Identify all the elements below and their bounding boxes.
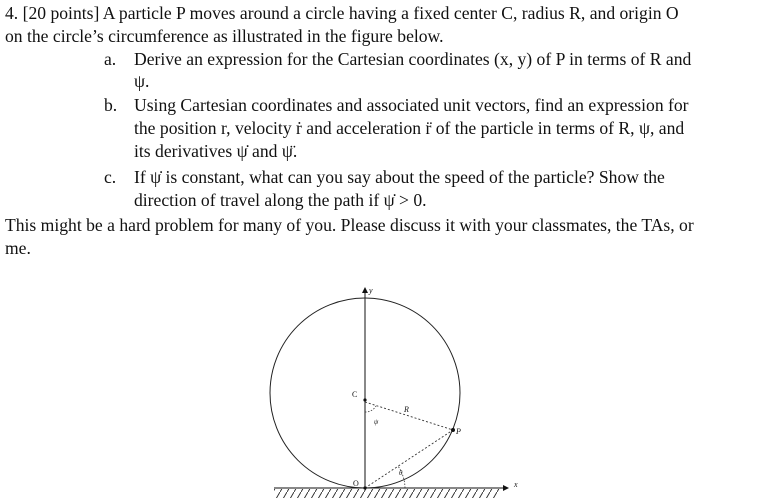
origin-point <box>363 486 366 489</box>
y-axis-label: y <box>369 286 373 295</box>
chord-line <box>365 430 453 488</box>
point-label: P <box>456 427 461 436</box>
part-b-line-1: Using Cartesian coordinates and associated unit vectors, find an expression for <box>134 95 689 115</box>
part-c-line-1: If ψ̇ is constant, what can you say about the speed of the particle? Show the <box>134 167 665 187</box>
theta-angle-label: θ <box>399 469 403 477</box>
center-label: C <box>352 390 358 399</box>
note-line-1: This might be a hard problem for many of you. Please discuss it with your classmates, the TAs, or <box>5 215 694 235</box>
origin-label: O <box>353 479 359 488</box>
part-b-line-3: its derivatives ψ̇ and ψ̈. <box>134 141 298 161</box>
note-line-2: me. <box>5 238 31 258</box>
part-c-label: c. <box>104 167 117 187</box>
problem-points: [20 points] <box>22 3 100 23</box>
problem-intro-line-1: A particle P moves around a circle having a fixed center C, radius R, and origin O <box>102 3 679 23</box>
particle-point <box>451 428 455 432</box>
part-a-line-1: Derive an expression for the Cartesian coordinates (x, y) of P in terms of R and <box>134 49 692 69</box>
psi-angle-arc <box>365 406 376 412</box>
center-point <box>363 398 366 401</box>
part-c-line-2: direction of travel along the path if ψ̇ > 0. <box>134 190 427 210</box>
problem-number: 4. <box>5 3 19 23</box>
part-a-line-2: ψ. <box>134 71 150 91</box>
ground-hatching <box>274 489 500 498</box>
x-axis-label: x <box>514 480 518 489</box>
part-a-label: a. <box>104 49 117 69</box>
psi-angle-label: ψ <box>374 418 379 426</box>
radius-label: R <box>404 405 409 414</box>
part-b-label: b. <box>104 95 118 115</box>
part-b-line-2: the position r, velocity ṙ and acceleration r̈ of the particle in terms of R, ψ, and <box>134 118 685 138</box>
problem-intro-line-2: on the circle’s circumference as illustrated in the figure below. <box>5 26 444 46</box>
